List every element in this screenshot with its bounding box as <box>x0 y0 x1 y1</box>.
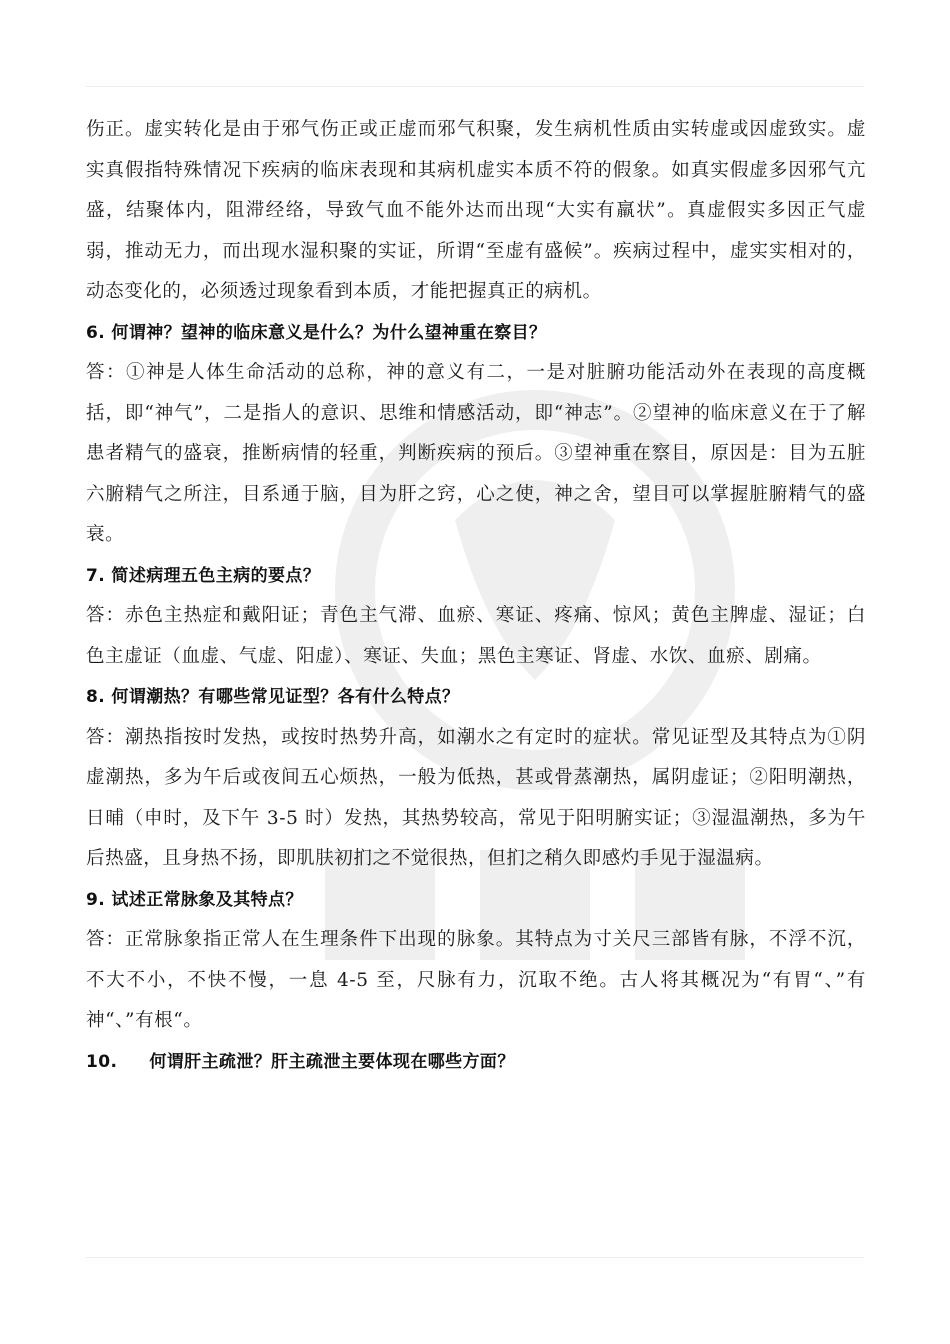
answer-6: 答：①神是人体生命活动的总称，神的意义有二，一是对脏腑功能活动外在表现的高度概括，即“神气”，二是指人的意识、思维和情感活动，即“神志”。②望神的临床意义在于了解患者精气的盛衰，推断病情的轻重，判断疾病的预后。③望神重在察目，原因是：目为五脏六腑精气之所注，目系通于脑，目为肝之窍，心之使，神之舍，望目可以掌握脏腑精气的盛衰。 <box>86 362 866 545</box>
document-body <box>86 110 866 1082</box>
question-number: 8. <box>86 687 106 707</box>
answer-8: 答：潮热指按时发热，或按时热势升高，如潮水之有定时的症状。常见证型及其特点为①阴虚潮热，多为午后或夜间五心烦热，一般为低热，甚或骨蒸潮热，属阴虚证；②阳明潮热，日晡（申时，及下午 3-5 时）发热，其热势较高，常见于阳明腑实证；③湿温潮热，多为午后热盛，且身热不扬，即肌肤初扪之不觉很热，但扪之稍久即感灼手见于湿温病。 <box>86 726 866 869</box>
footer-rule <box>86 1257 864 1258</box>
question-text: 试述正常脉象及其特点？ <box>111 889 303 910</box>
answer-7: 答：赤色主热症和戴阳证；青色主气滞、血瘀、寒证、疼痛、惊风；黄色主脾虚、湿证；白色主虚证（血虚、气虚、阳虚）、寒证、失血；黑色主寒证、肾虚、水饮、血瘀、剧痛。 <box>86 605 866 667</box>
header-rule <box>86 86 864 87</box>
question-text: 何谓神？望神的临床意义是什么？为什么望神重在察目？ <box>111 322 547 343</box>
question-number: 6. <box>86 322 106 343</box>
question-6-heading <box>86 313 866 354</box>
question-text: 何谓肝主疏泄？肝主疏泄主要体现在哪些方面？ <box>149 1051 515 1072</box>
question-number: 10. <box>86 1051 118 1072</box>
question-9-heading <box>86 880 866 921</box>
question-text: 简述病理五色主病的要点？ <box>111 565 321 586</box>
question-8-heading <box>86 677 866 718</box>
answer-9: 答：正常脉象指正常人在生理条件下出现的脉象。其特点为寸关尺三部皆有脉，不浮不沉，不大不小，不快不慢，一息 4-5 至，尺脉有力，沉取不绝。古人将其概况为“有胃“、”有神“、”有根“。 <box>86 929 866 1031</box>
question-7-heading <box>86 556 866 597</box>
intro-paragraph: 伤正。虚实转化是由于邪气伤正或正虚而邪气积聚，发生病机性质由实转虚或因虚致实。虚实真假指特殊情况下疾病的临床表现和其病机虚实本质不符的假象。如真实假虚多因邪气亢盛，结聚体内，阻滞经络，导致气血不能外达而出现“大实有羸状”。真虚假实多因正气虚弱，推动无力，而出现水湿积聚的实证，所谓“至虚有盛候”。疾病过程中，虚实实相对的，动态变化的，必须透过现象看到本质，才能把握真正的病机。 <box>86 119 866 302</box>
question-number: 7. <box>86 565 106 586</box>
question-number: 9. <box>86 889 106 910</box>
question-10-heading <box>86 1042 866 1083</box>
question-text: 何谓潮热？有哪些常见证型？各有什么特点？ <box>111 687 460 707</box>
